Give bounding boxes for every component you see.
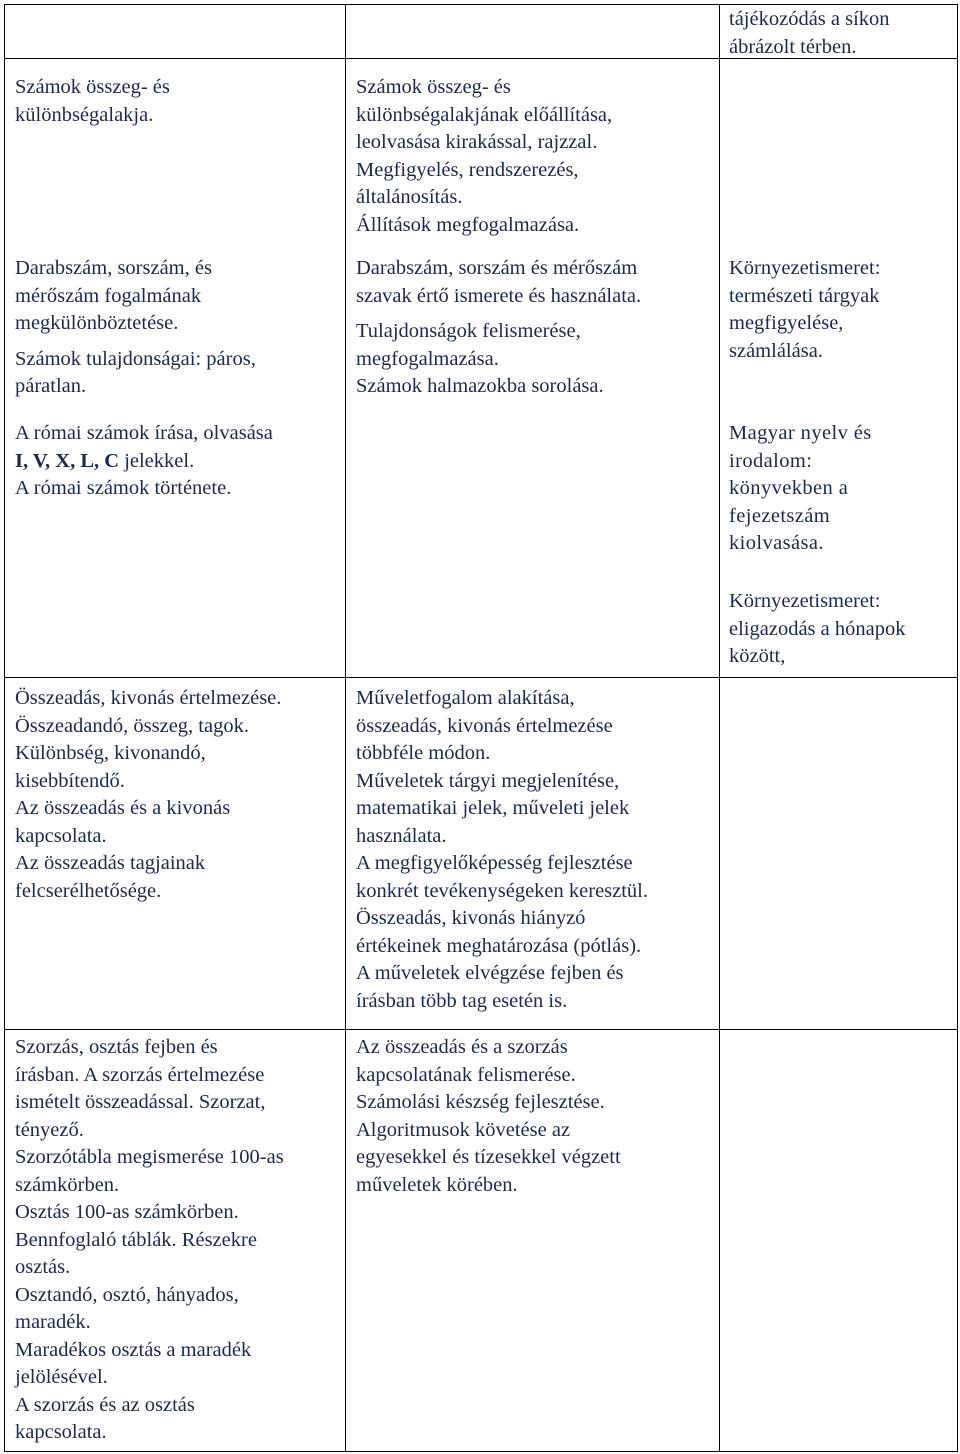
text-line: Környezetismeret:	[729, 257, 881, 279]
text-line: A műveletek elvégzése fejben és	[356, 962, 624, 984]
text-line: Számok tulajdonságai: páros,	[15, 347, 256, 370]
text-line: Megfigyelés, rendszerezés,	[356, 158, 579, 181]
text-line: megfigyelése,	[729, 312, 844, 334]
text-line: Darabszám, sorszám, és	[15, 257, 212, 279]
cell-r2-c1	[15, 685, 341, 905]
text-line: Műveletfogalom alakítása,	[356, 687, 575, 709]
text-line: Számok halmazokba sorolása.	[356, 375, 604, 397]
text-fragment: jelekkel.	[119, 449, 195, 472]
text-line: Állítások megfogalmazása.	[356, 213, 580, 236]
text-line: megkülönböztetése.	[15, 312, 179, 334]
text-line: páratlan.	[15, 375, 87, 397]
text-line: különbségalakja.	[15, 103, 154, 126]
text-line: Műveletek tárgyi megjelenítése,	[356, 769, 620, 792]
cell-r3-c1	[15, 1034, 341, 1447]
roman-numerals: I, V, X, L, C	[15, 449, 120, 472]
text-line: Számok összeg- és	[15, 76, 170, 98]
text-line: Összeadandó, összeg, tagok.	[15, 714, 249, 737]
table-divider-col-2-3	[719, 4, 720, 1452]
text-line: használata.	[356, 824, 447, 847]
table-border-bottom	[4, 1451, 958, 1452]
text-line: Környezetismeret:	[729, 590, 881, 612]
text-line: Különbség, kivonandó,	[15, 742, 206, 764]
text-line: Tulajdonságok felismerése,	[356, 320, 581, 342]
text-line: jelölésével.	[15, 1366, 108, 1388]
text-line: maradék.	[15, 1311, 91, 1333]
text-line: Bennfoglaló táblák. Részekre	[15, 1228, 257, 1251]
cell-r2-c2	[356, 685, 716, 1015]
text-line	[15, 448, 341, 476]
text-line: számkörben.	[15, 1173, 120, 1196]
text-line: megfogalmazása.	[356, 347, 499, 370]
text-line: kapcsolata.	[15, 1421, 107, 1443]
text-line: osztás.	[15, 1256, 71, 1278]
text-line: ábrázolt térben.	[729, 35, 857, 58]
text-line: tájékozódás a síkon	[729, 8, 890, 30]
table-border-left	[4, 4, 5, 1452]
text-line: mérőszám fogalmának	[15, 284, 202, 307]
text-line: Osztandó, osztó, hányados,	[15, 1283, 239, 1306]
text-line: kapcsolatának felismerése.	[356, 1063, 576, 1086]
table-divider-col-1-2	[345, 4, 346, 1452]
table-row-divider-2	[4, 677, 958, 678]
text-line: kapcsolata.	[15, 824, 107, 847]
text-line: Az összeadás és a kivonás	[15, 797, 231, 819]
text-line: értékeinek meghatározása (pótlás).	[356, 934, 642, 957]
text-line: Számok összeg- és	[356, 76, 511, 98]
table-row-divider-3	[4, 1029, 958, 1030]
text-line: matematikai jelek, műveleti jelek	[356, 797, 630, 819]
text-line: eligazodás a hónapok	[729, 617, 906, 640]
text-line: felcserélhetősége.	[15, 879, 162, 902]
text-line: konkrét tevékenységeken keresztül.	[356, 879, 649, 902]
text-line: Maradékos osztás a maradék	[15, 1338, 252, 1361]
text-line: írásban. A szorzás értelmezése	[15, 1063, 265, 1086]
text-line: írásban több tag esetén is.	[356, 989, 568, 1012]
cell-r1-c3-block2	[729, 420, 955, 558]
text-line: Szorzás, osztás fejben és	[15, 1036, 218, 1058]
text-line: összeadás, kivonás értelmezése	[356, 714, 613, 737]
text-line: természeti tárgyak	[729, 284, 880, 307]
text-line: műveletek körében.	[356, 1173, 518, 1196]
cell-r1-c2	[356, 74, 716, 239]
cell-r1-c3-block3	[729, 588, 955, 671]
text-line: kiolvasása.	[729, 532, 824, 554]
text-line: Összeadás, kivonás hiányzó	[356, 907, 586, 929]
text-line: leolvasása kirakással, rajzzal.	[356, 131, 598, 153]
text-line: Az összeadás és a szorzás	[356, 1036, 568, 1058]
table-border-right	[957, 4, 958, 1452]
text-line: Osztás 100-as számkörben.	[15, 1201, 239, 1223]
cell-r1-c3	[729, 255, 955, 365]
text-line: Számolási készség fejlesztése.	[356, 1091, 605, 1113]
table-border-top	[4, 4, 958, 5]
text-line: A megfigyelőképesség fejlesztése	[356, 852, 633, 874]
text-line: általánosítás.	[356, 186, 463, 208]
text-line: Összeadás, kivonás értelmezése.	[15, 687, 282, 709]
cell-r1-c2-block2	[356, 255, 716, 401]
cell-r1-c1	[15, 74, 341, 129]
text-line: Algoritmusok követése az	[356, 1118, 571, 1141]
text-line: fejezetszám	[729, 504, 831, 527]
text-line: A római számok története.	[15, 477, 232, 499]
cell-r0-c3	[729, 6, 955, 61]
text-line: Szorzótábla megismerése 100-as	[15, 1146, 284, 1168]
text-line: szavak értő ismerete és használata.	[356, 284, 642, 307]
text-line: A római számok írása, olvasása	[15, 422, 273, 444]
text-line: Darabszám, sorszám és mérőszám	[356, 257, 638, 279]
text-line: között,	[729, 645, 786, 667]
cell-r1-c1-roman	[15, 420, 341, 503]
text-line: irodalom:	[729, 449, 813, 472]
text-line: Az összeadás tagjainak	[15, 852, 206, 874]
text-line: számlálása.	[729, 339, 823, 362]
cell-r3-c2	[356, 1034, 716, 1199]
text-line: A szorzás és az osztás	[15, 1393, 195, 1416]
text-line: Magyar nyelv és	[729, 422, 872, 444]
text-line: többféle módon.	[356, 742, 491, 764]
text-line: tényező.	[15, 1118, 84, 1141]
text-line: ismételt összeadással. Szorzat,	[15, 1091, 266, 1113]
cell-r1-c1-block2	[15, 255, 341, 401]
text-line: könyvekben a	[729, 477, 849, 499]
text-line: kisebbítendő.	[15, 769, 125, 792]
text-line: egyesekkel és tízesekkel végzett	[356, 1146, 621, 1168]
text-line: különbségalakjának előállítása,	[356, 103, 613, 126]
